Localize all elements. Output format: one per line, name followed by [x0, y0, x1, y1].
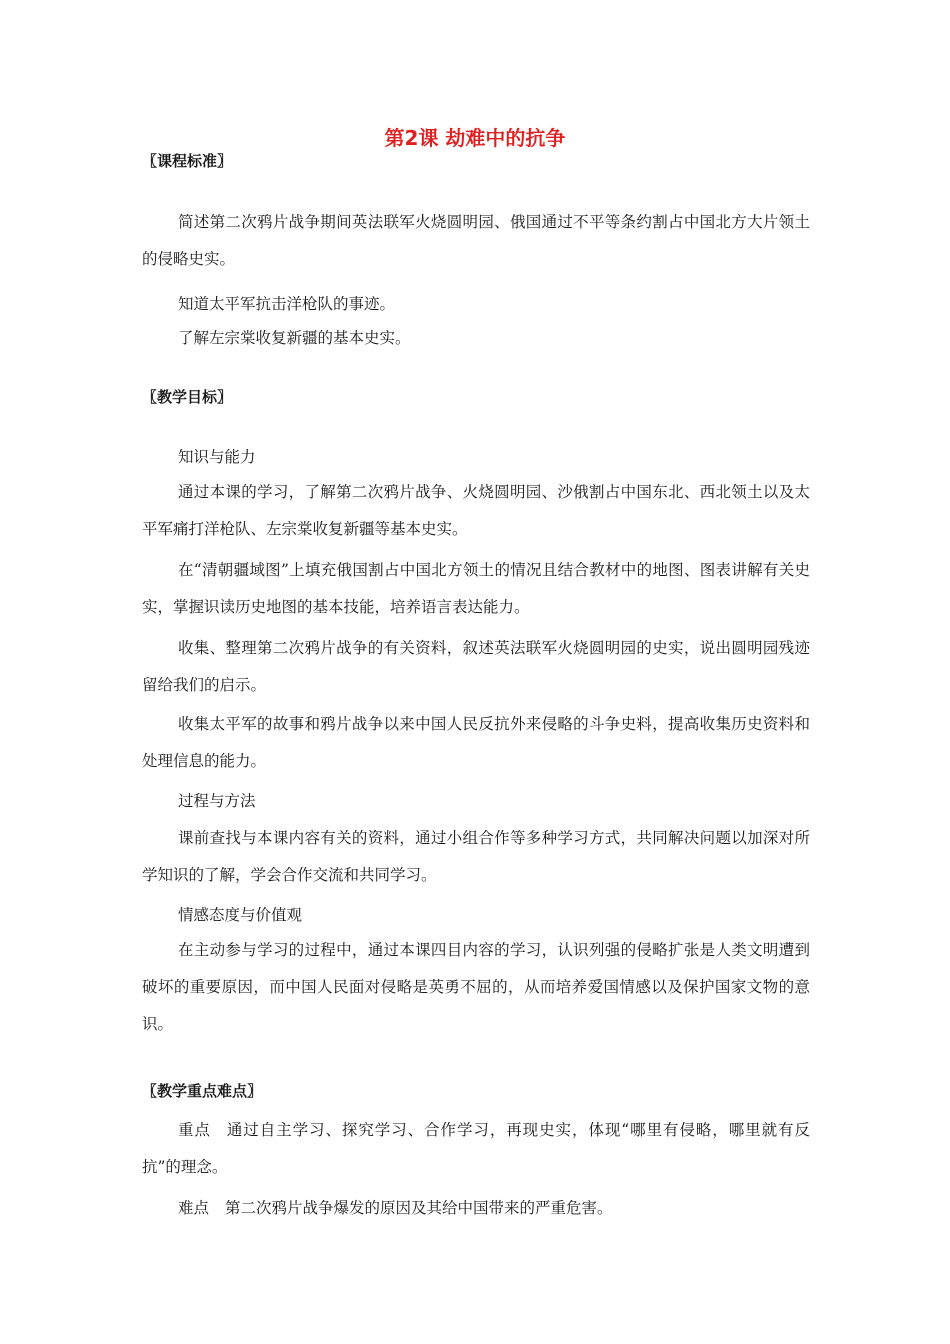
objective-paragraph-4: 收集太平军的故事和鸦片战争以来中国人民反抗外来侵略的斗争史料，提高收集历史资料和处理信息的能力。 — [142, 715, 810, 770]
standard-paragraph-2: 知道太平军抗击洋枪队的事迹。 — [178, 295, 396, 313]
subheading-process-method: 过程与方法 — [178, 792, 256, 810]
difficult-point-label: 难点 — [178, 1199, 210, 1217]
objective-paragraph-2: 在“清朝疆域图”上填充俄国割占中国北方领土的情况且结合教材中的地图、图表讲解有关史实，掌握识读历史地图的基本技能，培养语言表达能力。 — [142, 561, 810, 616]
standard-paragraph-1: 简述第二次鸦片战争期间英法联军火烧圆明园、俄国通过不平等条约割占中国北方大片领土的侵略史实。 — [142, 213, 810, 268]
standard-paragraph-3: 了解左宗棠收复新疆的基本史实。 — [178, 329, 411, 347]
objective-paragraph-5: 课前查找与本课内容有关的资料，通过小组合作等多种学习方式，共同解决问题以加深对所学知识的了解，学会合作交流和共同学习。 — [142, 829, 810, 884]
key-point-text: 通过自主学习、探究学习、合作学习，再现史实，体现“哪里有侵略，哪里就有反抗”的理念。 — [142, 1121, 810, 1176]
difficult-point-paragraph — [142, 1190, 810, 1227]
heading-key-difficult-points: 〖教学重点难点〗 — [142, 1082, 263, 1100]
objective-paragraph-6: 在主动参与学习的过程中，通过本课四目内容的学习，认识列强的侵略扩张是人类文明遭到破坏的重要原因，而中国人民面对侵略是英勇不屈的，从而培养爱国情感以及保护国家文物的意识。 — [142, 941, 810, 1033]
difficult-point-text: 第二次鸦片战争爆发的原因及其给中国带来的严重危害。 — [225, 1199, 613, 1217]
heading-teaching-objectives: 〖教学目标〗 — [142, 388, 233, 406]
key-point-label: 重点 — [178, 1121, 211, 1139]
subheading-knowledge-ability: 知识与能力 — [178, 448, 256, 466]
objective-paragraph-3: 收集、整理第二次鸦片战争的有关资料，叙述英法联军火烧圆明园的史实，说出圆明园残迹留给我们的启示。 — [142, 639, 810, 694]
heading-curriculum-standard: 〖课程标准〗 — [142, 152, 233, 170]
objective-paragraph-1: 通过本课的学习，了解第二次鸦片战争、火烧圆明园、沙俄割占中国东北、西北领土以及太平军痛打洋枪队、左宗棠收复新疆等基本史实。 — [142, 483, 810, 538]
subheading-emotion-values: 情感态度与价值观 — [178, 906, 303, 924]
key-point-paragraph — [142, 1112, 810, 1186]
lesson-title: 第2课 劫难中的抗争 — [384, 126, 566, 150]
